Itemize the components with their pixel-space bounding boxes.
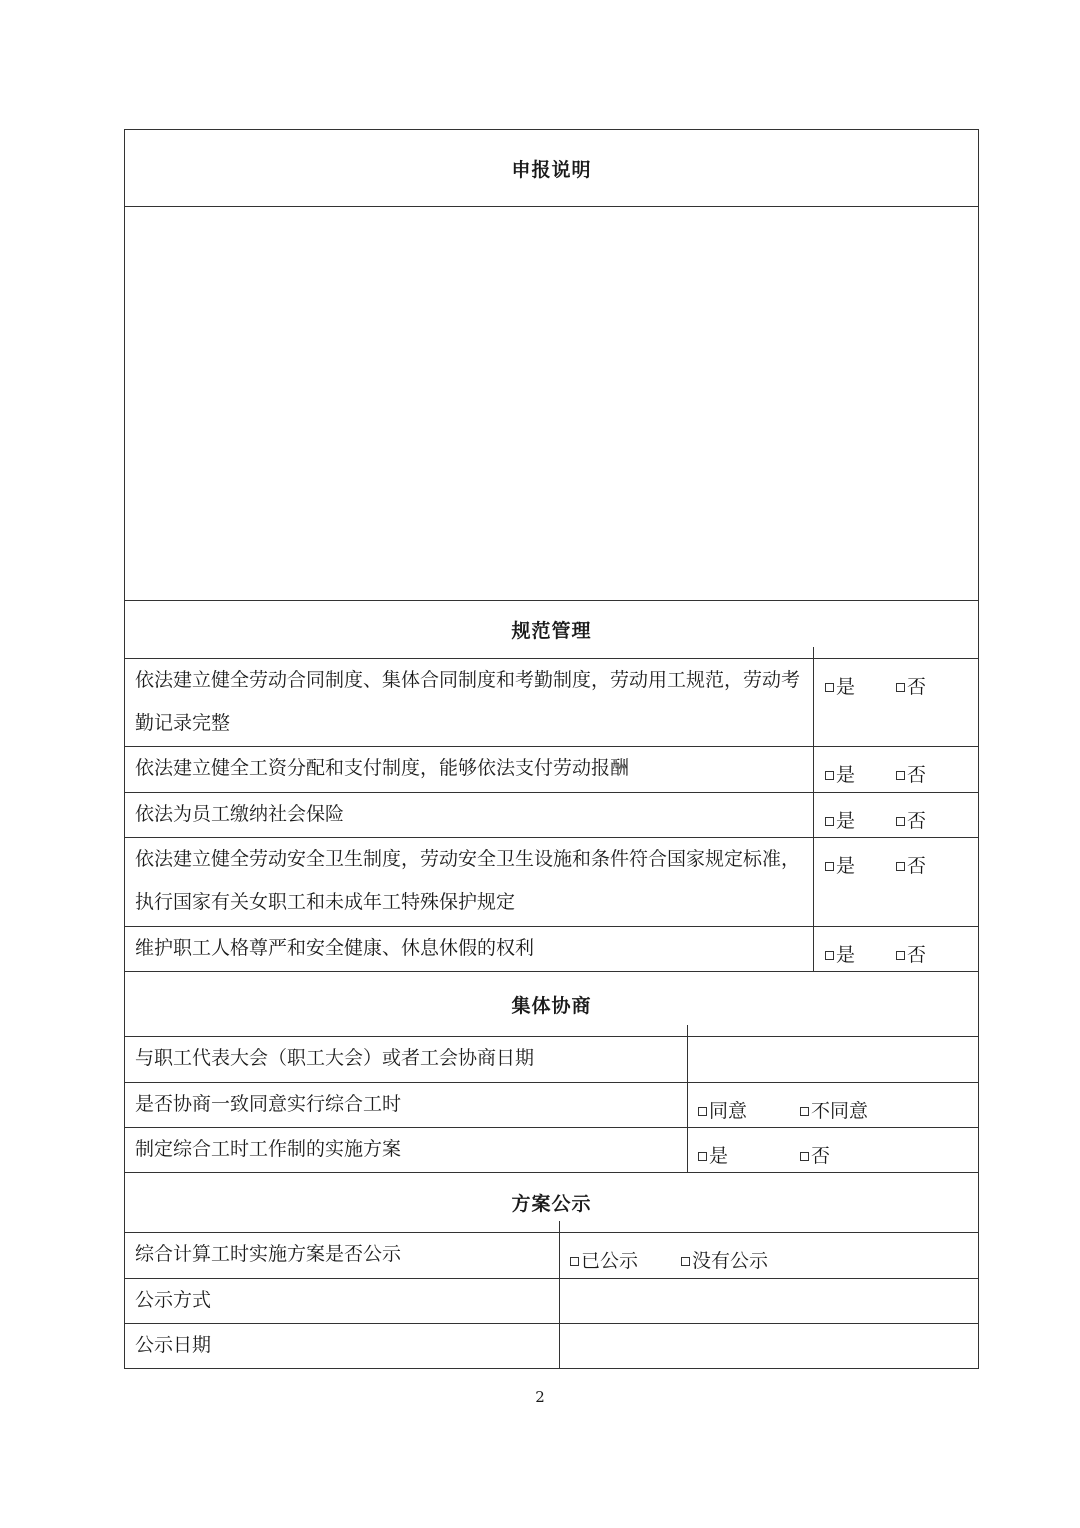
declaration-input-area[interactable] — [124, 206, 979, 600]
negotiation-row — [124, 1127, 979, 1172]
management-item-text: 依法建立健全工资分配和支付制度，能够依法支付劳动报酬 — [125, 735, 814, 792]
publicity-item-text: 公示方式 — [125, 1267, 560, 1323]
management-row — [124, 926, 979, 971]
checkbox-square-icon — [896, 771, 905, 780]
yes-no-options — [814, 927, 978, 971]
checkbox-square-icon — [698, 1152, 707, 1161]
application-form — [124, 129, 979, 1369]
section-title-declaration — [124, 129, 979, 206]
publicity-method-field[interactable] — [560, 1279, 978, 1323]
no-checkbox[interactable]: 否 — [896, 940, 926, 967]
checkbox-square-icon — [896, 817, 905, 826]
yes-no-options — [688, 1128, 978, 1172]
checkbox-square-icon — [825, 817, 834, 826]
yes-checkbox[interactable]: 是 — [825, 672, 896, 699]
yes-checkbox[interactable]: 是 — [825, 940, 896, 967]
yes-checkbox[interactable]: 是 — [698, 1141, 800, 1168]
yes-no-options — [814, 747, 978, 792]
agree-options — [688, 1083, 978, 1127]
negotiation-date-field[interactable] — [688, 1037, 978, 1082]
yes-checkbox[interactable]: 是 — [825, 760, 896, 787]
negotiation-item-text: 制定综合工时工作制的实施方案 — [125, 1116, 688, 1172]
checkbox-square-icon — [800, 1152, 809, 1161]
publicity-date-field[interactable] — [560, 1324, 978, 1368]
publicity-item-text: 综合计算工时实施方案是否公示 — [125, 1221, 560, 1278]
no-checkbox[interactable]: 否 — [896, 851, 926, 878]
checkbox-square-icon — [825, 862, 834, 871]
checkbox-square-icon — [825, 683, 834, 692]
no-checkbox[interactable]: 否 — [896, 806, 926, 833]
checkbox-square-icon — [800, 1107, 809, 1116]
checkbox-square-icon — [825, 771, 834, 780]
checkbox-square-icon — [896, 862, 905, 871]
publicity-item-text: 公示日期 — [125, 1312, 560, 1368]
checkbox-square-icon — [698, 1107, 707, 1116]
checkbox-square-icon — [570, 1257, 579, 1266]
yes-checkbox[interactable]: 是 — [825, 806, 896, 833]
publicity-row — [124, 1323, 979, 1369]
published-checkbox[interactable]: 已公示 — [570, 1246, 681, 1273]
management-item-text: 依法建立健全劳动安全卫生制度，劳动安全卫生设施和条件符合国家规定标准，执行国家有关女职工和未成年工特殊保护规定 — [125, 826, 814, 926]
section-title-text: 集体协商 — [511, 994, 592, 1017]
management-item-text: 依法为员工缴纳社会保险 — [125, 781, 814, 837]
checkbox-square-icon — [896, 951, 905, 960]
not-published-checkbox[interactable]: 没有公示 — [681, 1246, 768, 1273]
checkbox-square-icon — [896, 683, 905, 692]
agree-checkbox[interactable]: 同意 — [698, 1096, 800, 1123]
negotiation-item-text: 与职工代表大会（职工大会）或者工会协商日期 — [125, 1025, 688, 1082]
no-checkbox[interactable]: 否 — [800, 1141, 830, 1168]
yes-checkbox[interactable]: 是 — [825, 851, 896, 878]
yes-no-options — [814, 793, 978, 837]
section-title-text: 规范管理 — [511, 620, 592, 642]
management-row — [124, 658, 979, 746]
section-title-text: 方案公示 — [511, 1193, 592, 1215]
page-number: 2 — [535, 1388, 545, 1406]
negotiation-item-text: 是否协商一致同意实行综合工时 — [125, 1071, 688, 1127]
checkbox-square-icon — [681, 1257, 690, 1266]
management-item-text: 维护职工人格尊严和安全健康、休息休假的权利 — [125, 915, 814, 971]
no-checkbox[interactable]: 否 — [896, 672, 926, 699]
management-row — [124, 837, 979, 926]
no-checkbox[interactable]: 否 — [896, 760, 926, 787]
disagree-checkbox[interactable]: 不同意 — [800, 1096, 868, 1123]
section-title-text: 申报说明 — [511, 158, 592, 181]
management-item-text: 依法建立健全劳动合同制度、集体合同制度和考勤制度，劳动用工规范，劳动考勤记录完整 — [125, 647, 814, 746]
yes-no-options — [814, 659, 978, 746]
checkbox-square-icon — [825, 951, 834, 960]
yes-no-options — [814, 838, 978, 926]
publicity-options — [560, 1233, 978, 1278]
